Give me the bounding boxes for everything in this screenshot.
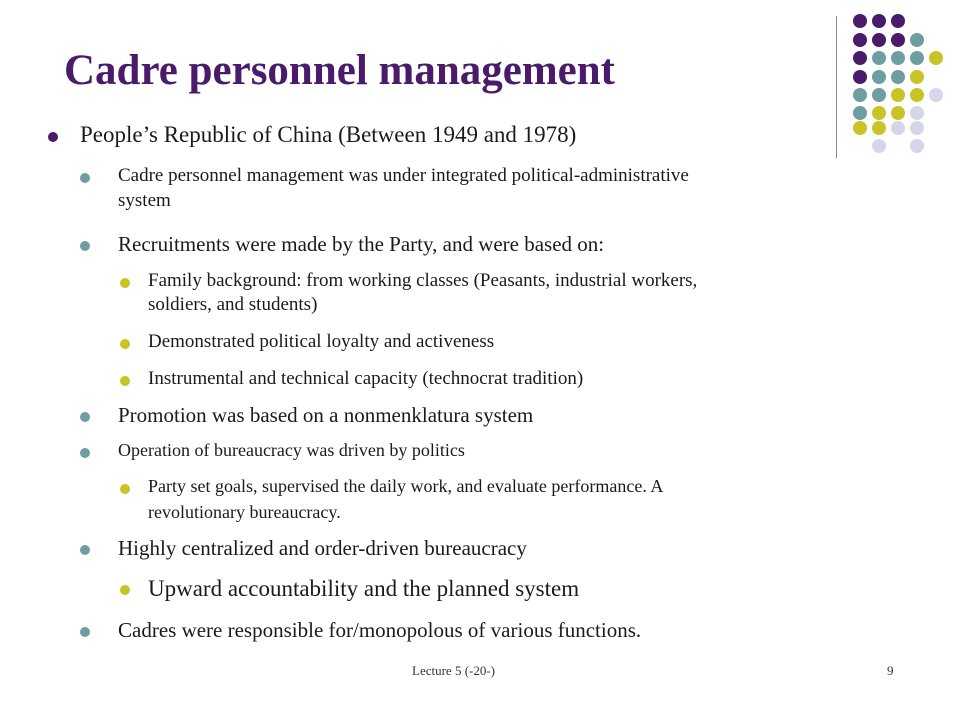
bullet-text: Promotion was based on a nonmenklatura system — [118, 403, 534, 427]
decor-dot — [891, 106, 905, 120]
bullet-technical-capacity — [148, 368, 583, 391]
decor-dot — [853, 33, 867, 47]
decor-dot — [853, 14, 867, 28]
decor-dot — [910, 51, 924, 65]
decor-dot — [891, 70, 905, 84]
bullet-text: Cadres were responsible for/monopolous of various functions. — [118, 618, 642, 642]
bullet-dot — [80, 173, 90, 183]
decor-dot — [929, 51, 943, 65]
decor-dot — [872, 88, 886, 102]
decor-dot — [853, 70, 867, 84]
bullet-text: revolutionary bureaucracy. — [148, 502, 341, 522]
decor-dot — [872, 106, 886, 120]
decor-dot — [853, 51, 867, 65]
decor-dot — [853, 88, 867, 102]
bullet-dot — [120, 484, 130, 494]
bullet-continuation — [148, 294, 317, 317]
bullet-text: Demonstrated political loyalty and activeness — [148, 331, 495, 352]
bullet-text: system — [118, 190, 171, 211]
bullet-prc-period — [80, 121, 576, 149]
bullet-upward-accountability — [148, 575, 579, 603]
bullet-centralized — [118, 536, 527, 561]
footer-page-number: 9 — [887, 663, 894, 678]
decor-dot — [872, 121, 886, 135]
bullet-family-background — [148, 270, 697, 293]
bullet-dot — [48, 132, 58, 142]
footer-lecture: Lecture 5 (-20-) — [412, 663, 496, 678]
decor-dot — [872, 33, 886, 47]
bullet-dot — [80, 448, 90, 458]
bullet-dot — [80, 627, 90, 637]
bullet-text: Instrumental and technical capacity (technocrat tradition) — [148, 368, 584, 389]
decor-dot — [891, 14, 905, 28]
bullet-dot — [80, 241, 90, 251]
bullet-operation — [118, 440, 465, 462]
bullet-continuation — [118, 190, 171, 213]
bullet-dot — [120, 339, 130, 349]
bullet-text: soldiers, and students) — [148, 294, 318, 315]
decor-dot — [929, 88, 943, 102]
decor-dot — [910, 88, 924, 102]
bullet-political-loyalty — [148, 331, 494, 354]
decor-dot — [910, 139, 924, 153]
decor-dot — [853, 106, 867, 120]
bullet-recruitments — [118, 232, 604, 257]
bullet-text: Operation of bureaucracy was driven by politics — [118, 440, 465, 460]
bullet-text: Recruitments were made by the Party, and were based on: — [118, 232, 605, 256]
bullet-text: Family background: from working classes (Peasants, industrial workers, — [148, 270, 698, 291]
bullet-dot — [80, 412, 90, 422]
bullet-text: Party set goals, supervised the daily work, and evaluate performance. A — [148, 476, 664, 496]
decor-dot — [872, 51, 886, 65]
bullet-text: Highly centralized and order-driven bureaucracy — [118, 536, 527, 560]
bullet-dot — [80, 545, 90, 555]
slide-title: Cadre personnel management — [64, 47, 616, 94]
decor-dot — [891, 121, 905, 135]
decor-dot — [853, 121, 867, 135]
decor-dot — [891, 51, 905, 65]
bullet-text: Cadre personnel management was under integrated political-administrative — [118, 165, 689, 186]
decor-dot — [910, 121, 924, 135]
bullet-cadres-responsible — [118, 618, 641, 643]
decor-dot — [891, 33, 905, 47]
decor-dot — [872, 14, 886, 28]
decor-dot — [910, 106, 924, 120]
bullet-text: People’s Republic of China (Between 1949 and 1978) — [80, 122, 577, 147]
bullet-text: Upward accountability and the planned system — [148, 576, 580, 601]
divider-line — [836, 16, 837, 158]
decor-dot — [910, 70, 924, 84]
decor-dot — [872, 139, 886, 153]
bullet-continuation — [148, 502, 341, 524]
decor-dot — [891, 88, 905, 102]
bullet-party-goals — [148, 476, 663, 498]
decor-dot — [872, 70, 886, 84]
bullet-dot — [120, 278, 130, 288]
bullet-integrated-system — [118, 165, 689, 188]
decor-dot — [910, 33, 924, 47]
bullet-promotion — [118, 403, 533, 428]
bullet-dot — [120, 585, 130, 595]
bullet-dot — [120, 376, 130, 386]
